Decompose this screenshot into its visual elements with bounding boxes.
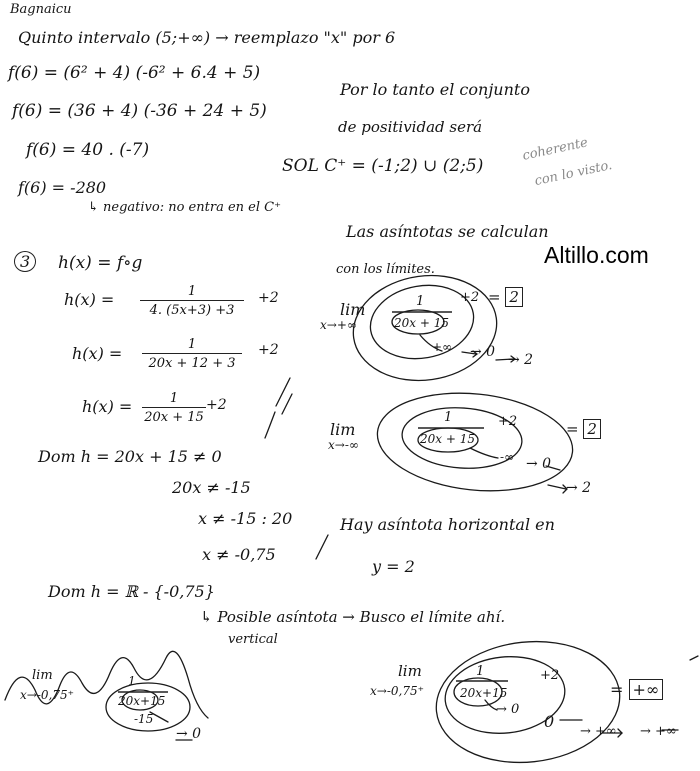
horizontal-asymptote-value: y = 2	[372, 557, 415, 576]
horizontal-asymptote-line: Hay asíntota horizontal en	[340, 515, 555, 534]
limit-plus-num: 1	[416, 294, 425, 309]
conclusion-line-2: de positividad será	[338, 118, 483, 136]
eval-line-1: f(6) = (6² + 4) (-6² + 6.4 + 5)	[8, 63, 261, 83]
h-row1-num: 1	[140, 284, 244, 301]
limit-right-den: 20x+15	[460, 686, 508, 700]
limit-right-to-inf-1: → +∞	[580, 724, 617, 739]
limit-left-to-zero: → 0	[176, 726, 202, 742]
limit-right-to-zero: → 0	[496, 702, 520, 717]
eval-line-3: f(6) = 40 . (-7)	[26, 140, 150, 160]
h-row2-num: 1	[142, 337, 242, 354]
asymptote-intro-2: con los límites.	[336, 262, 435, 277]
coherence-note-1: coherente	[521, 135, 590, 164]
limit-right-result: +∞	[629, 679, 664, 700]
bubble-outer-bottom	[430, 633, 626, 771]
h-row2-tail: +2	[258, 342, 279, 358]
limit-minus-den: 20x + 15	[420, 432, 475, 446]
limit-minus-plus2: +2	[498, 414, 518, 429]
limit-right-num: 1	[476, 664, 485, 679]
limit-minus-label: lim	[330, 420, 356, 439]
domain-line-1: Dom h = 20x + 15 ≠ 0	[38, 447, 222, 466]
limit-left-label: lim	[32, 668, 53, 683]
limit-plus-den: 20x + 15	[394, 316, 449, 330]
limit-left-neg15: -15	[134, 712, 154, 726]
domain-line-5: Dom h = ℝ - {-0,75}	[48, 582, 215, 601]
h-row3-prefix: h(x) =	[82, 397, 133, 416]
limit-left-den: 20x+15	[118, 694, 166, 708]
limit-right-eq: = +∞	[610, 680, 663, 699]
coherence-note-2: con lo visto.	[533, 157, 614, 190]
limit-left-approach: x→-0,75⁺	[20, 688, 74, 702]
limit-right-zero-big: 0	[544, 712, 555, 731]
h-row3-num: 1	[142, 391, 206, 408]
h-row2-den: 20x + 12 + 3	[148, 356, 236, 371]
h-row1-prefix: h(x) =	[64, 290, 115, 309]
limit-left-num: 1	[128, 674, 136, 688]
limit-minus-approach: x→-∞	[328, 438, 359, 452]
h-row2-prefix: h(x) =	[72, 344, 123, 363]
altillo-logo: Altillo.com	[544, 242, 649, 268]
author-name: Bagnaicu	[10, 2, 72, 17]
h-row1-fraction	[140, 284, 244, 318]
domain-line-4: x ≠ -0,75	[202, 545, 276, 564]
vertical-asymptote-note: ↳ Posible asíntota → Busco el límite ahí.	[200, 608, 506, 626]
vertical-word: vertical	[228, 632, 278, 647]
limit-right-label: lim	[398, 662, 422, 680]
limit-minus-num: 1	[444, 410, 453, 425]
limit-minus-to-two: → 2	[566, 480, 592, 496]
limit-plus-to-zero: → 0	[470, 344, 496, 360]
limit-plus-to-inf: +∞	[432, 340, 453, 354]
interval-heading: Quinto intervalo (5;+∞) → reemplazo "x" por 6	[18, 28, 396, 47]
conclusion-line-1: Por lo tanto el conjunto	[340, 80, 530, 99]
h-row3-fraction	[142, 391, 206, 425]
limit-plus-approach: x→+∞	[320, 318, 357, 332]
limit-right-plus2: +2	[540, 668, 560, 683]
eval-negative-note: ↳ negativo: no entra en el C⁺	[88, 200, 281, 215]
limit-minus-result: 2	[583, 419, 601, 439]
h-row1-tail: +2	[258, 290, 279, 306]
limit-plus-label: lim	[340, 300, 366, 319]
limit-plus-eq: = 2	[488, 288, 523, 306]
limit-minus-to-zero: → 0	[526, 456, 552, 472]
h-row2-fraction	[142, 337, 242, 371]
composition-def: h(x) = f∘g	[58, 253, 143, 273]
limit-right-to-inf-2: → +∞	[640, 724, 677, 739]
eval-line-4: f(6) = -280	[18, 178, 107, 197]
problem-number: 3	[14, 252, 36, 271]
limit-plus-to-two: → 2	[508, 352, 534, 368]
h-row1-den: 4. (5x+3) +3	[149, 303, 235, 318]
domain-line-3: x ≠ -15 : 20	[198, 509, 293, 528]
limit-right-approach: x→-0,75⁺	[370, 684, 424, 698]
limit-plus-plus2: +2	[460, 290, 480, 305]
solution-set: SOL C⁺ = (-1;2) ∪ (2;5)	[282, 156, 484, 176]
limit-minus-to-inf: -∞	[500, 450, 515, 464]
asymptote-intro-1: Las asíntotas se calculan	[346, 222, 549, 241]
eval-line-2: f(6) = (36 + 4) (-36 + 24 + 5)	[12, 101, 267, 121]
h-row3-tail: +2	[206, 397, 227, 413]
h-row3-den: 20x + 15	[144, 410, 204, 425]
domain-line-2: 20x ≠ -15	[172, 478, 251, 497]
limit-plus-result: 2	[505, 287, 523, 307]
limit-minus-eq: = 2	[566, 420, 601, 438]
